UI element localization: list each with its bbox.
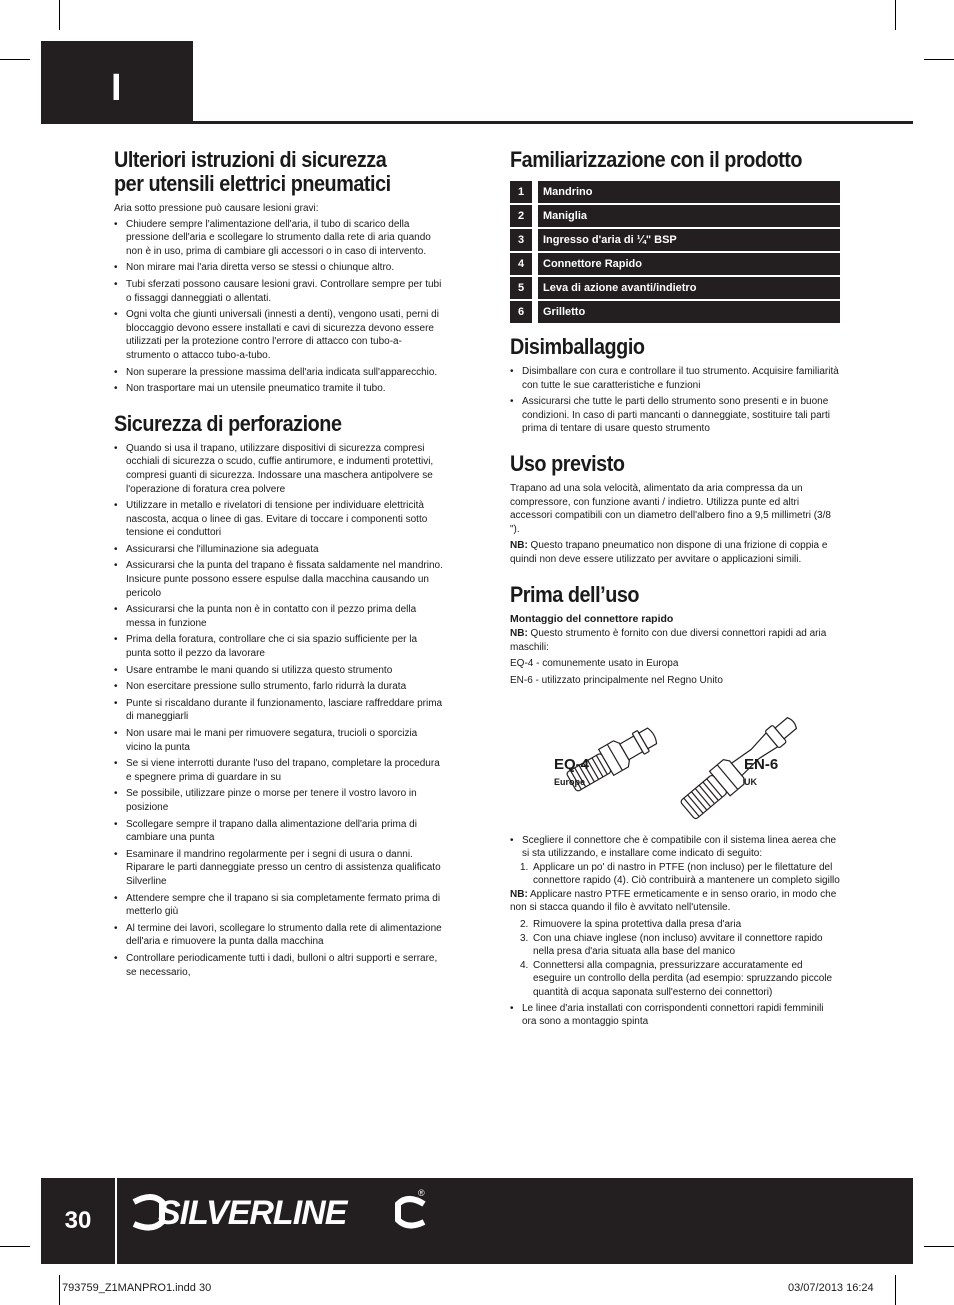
part-number: 1 [510, 181, 532, 203]
list-item [114, 308, 444, 362]
note-text: Applicare nastro PTFE ermeticamente e in senso orario, in modo che non si stacca quando il filo è avvitato nell'utensile. [510, 888, 837, 914]
language-tab-letter: I [111, 67, 122, 109]
install-steps-part1 [510, 861, 840, 888]
connector-install-list [510, 834, 840, 861]
list-item-text: Disimballare con cura e controllare il tuo strumento. Acquisire familiarità con tutte le sue caratteristiche e funzioni [522, 366, 839, 391]
list-item-text: Assicurarsi che l'illuminazione sia adeguata [126, 543, 319, 555]
part-label: Leva di azione avanti/indietro [538, 277, 840, 299]
list-item-text: Chiudere sempre l'alimentazione dell'aria, il tubo di scarico della pressione dell'aria e scollegare lo strumento dalla rete di aria quando non è in uso, prima di cambiare gli accessori o in caso di intervento. [126, 218, 431, 257]
list-item [114, 757, 444, 784]
familiarisation-heading: Familiarizzazione con il prodotto [510, 147, 803, 172]
eq4-label: EQ-4 [554, 755, 590, 773]
part-label: Connettore Rapido [538, 253, 840, 275]
page-number: 30 [64, 1207, 92, 1234]
before-use-heading: Prima dell’uso [510, 581, 640, 607]
list-item-text: Al termine dei lavori, scollegare lo strumento dalla rete di alimentazione dell'aria e rimuovere la punta dalla macchina [126, 922, 442, 948]
list-item-text: Scollegare sempre il trapano dalla alimentazione dell'aria prima di cambiare una punta [126, 818, 417, 844]
list-item [114, 952, 444, 979]
drilling-list [114, 442, 444, 979]
connector-subheading: Montaggio del connettore rapido [510, 612, 674, 625]
intended-use-heading: Uso previsto [510, 450, 625, 476]
part-row [510, 181, 840, 203]
step-number: 1. [520, 861, 529, 873]
safety-heading-line1: Ulteriori istruzioni di sicurezza [114, 147, 387, 172]
part-label: Grilletto [538, 301, 840, 323]
list-item-text: Controllare periodicamente tutti i dadi, bulloni o altri supporti e serrare, se necessario, [126, 952, 438, 978]
list-item-text: Attendere sempre che il trapano si sia completamente fermato prima di metterlo giù [126, 892, 441, 918]
list-item [510, 834, 840, 861]
list-item [114, 261, 444, 275]
list-item [114, 818, 444, 845]
list-item-text: Se si viene interrotti durante l'uso del trapano, completare la procedura e spegnere prima di guardare in su [126, 758, 440, 783]
list-item [114, 559, 444, 600]
list-item [114, 848, 444, 889]
note-label: NB: [510, 888, 528, 900]
list-item-text: Assicurarsi che la punta del trapano è fissata saldamente nel mandrino. Insicure punte possono essere espulse dalla macchina causando un pericolo [126, 560, 443, 599]
connector-figure [510, 704, 840, 834]
note-text: Questo trapano pneumatico non dispone di una frizione di coppia e quindi non deve essere utilizzato per avvitare o applicazioni simili. [510, 540, 828, 565]
step-text: Con una chiave inglese (non incluso) avvitare il connettore rapido nella presa d'aria situata alla base del manico [533, 932, 823, 958]
list-item [510, 1002, 840, 1029]
list-item-text: Non mirare mai l'aria diretta verso se stessi o chiunque altro. [126, 262, 395, 274]
part-number: 3 [510, 229, 532, 251]
step-text: Connettersi alla compagnia, pressurizzare accuratamente ed eseguire un controllo della perdita (ad esempio: spruzzando piccole quantità di acqua saponata sull'esterno dei connettori) [533, 959, 833, 999]
list-item [114, 697, 444, 724]
part-label: Ingresso d'aria di ¼" BSP [538, 229, 840, 251]
en6-connector-drawing [677, 709, 803, 822]
list-item [114, 633, 444, 660]
list-item [114, 499, 444, 540]
push-fit-list [510, 1002, 840, 1029]
list-item-text: Non superare la pressione massima dell'aria indicata sull'apparecchio. [126, 366, 438, 378]
install-steps-part2 [510, 918, 840, 1000]
step-number: 3. [520, 932, 529, 944]
step-text: Applicare un po' di nastro in PTFE (non incluso) per le filettature del connettore rapido (4). Ciò contribuirà a mantenere un completo sigillo [533, 861, 840, 887]
list-item-text: Utilizzare in metallo e rivelatori di tensione per individuare elettricità nascosta, acqua o linee di gas. Evitare di toccare i componenti sotto tensione ei conduttori [126, 500, 428, 539]
list-item-text: Scegliere il connettore che è compatibile con il sistema linea aerea che si sta utilizzando, e installare come indicato di seguito: [522, 834, 837, 860]
unpacking-heading: Disimballaggio [510, 334, 645, 359]
install-step [520, 918, 840, 932]
list-item [114, 603, 444, 630]
language-tab [41, 41, 193, 122]
list-item [114, 727, 444, 754]
list-item-text: Non usare mai le mani per rimuovere segatura, trucioli o sporcizia vicino la punta [126, 728, 418, 753]
drilling-heading: Sicurezza di perforazione [114, 410, 342, 436]
list-item [114, 892, 444, 919]
list-item [114, 382, 444, 396]
list-item-text: Ogni volta che giunti universali (innesti a denti), vengono usati, perni di bloccaggio devono essere installati e cavi di sicurezza devono essere utilizzati per la protezione contro l'errore di attacco con tubo-a-strumento o attacco tubo-a-tubo. [126, 309, 439, 361]
parts-table [510, 181, 840, 323]
part-row [510, 229, 840, 251]
list-item-text: Assicurarsi che la punta non è in contatto con il pezzo prima della messa in funzione [126, 604, 417, 629]
list-item [510, 395, 840, 436]
safety-heading-line2: per utensili elettrici pneumatici [114, 171, 391, 196]
list-item-text: Esaminare il mandrino regolarmente per i segni di usura o danni. Riparare le parti danneggiate presso un centro di assistenza qualificato Silverline [126, 848, 441, 887]
file-info: 793759_Z1MANPRO1.indd 30 [62, 1282, 212, 1294]
intended-use-note [510, 539, 840, 566]
list-item [510, 365, 840, 392]
part-row [510, 205, 840, 227]
list-item-text: Assicurarsi che tutte le parti dello strumento sono presenti e in buone condizioni. In caso di parti mancanti o danneggiate, sostituire tali parti prima di tentare di usare questo strumento [522, 396, 830, 435]
note-label: NB: [510, 628, 528, 640]
en6-description: EN-6 - utilizzato principalmente nel Regno Unito [510, 674, 723, 686]
step-text: Rimuovere la spina protettiva dalla presa d'aria [533, 919, 742, 931]
safety-intro: Aria sotto pressione può causare lesioni gravi: [114, 203, 319, 214]
safety-list [114, 218, 444, 396]
part-label: Mandrino [538, 181, 840, 203]
list-item-text: Prima della foratura, controllare che ci sia spazio sufficiente per la punta sotto il pezzo da lavorare [126, 634, 418, 660]
part-number: 2 [510, 205, 532, 227]
step-number: 4. [520, 959, 529, 971]
en6-label: EN-6 [744, 755, 779, 773]
safety-heading [114, 148, 411, 196]
list-item-text: Quando si usa il trapano, utilizzare dispositivi di sicurezza compresi occhiali di sicurezza o scudo, cuffie antirumore, e indumenti protettivi, compresi guanti di sicurezza. Indossare una maschera antipolvere se l'operazione di foratura crea polvere [126, 442, 434, 495]
list-item-text: Le linee d'aria installati con corrispondenti connettori rapidi femminili ora sono a montaggio spinta [522, 1002, 824, 1028]
part-number: 5 [510, 277, 532, 299]
part-row [510, 253, 840, 275]
list-item [114, 278, 444, 305]
list-item [114, 366, 444, 380]
part-row [510, 277, 840, 299]
list-item-text: Punte si riscaldano durante il funzionamento, lasciare raffreddare prima di maneggiarli [126, 697, 443, 723]
list-item [114, 442, 444, 496]
list-item-text: Non esercitare pressione sullo strumento, farlo ridurrà la durata [126, 681, 407, 693]
list-item-text: Non trasportare mai un utensile pneumatico tramite il tubo. [126, 383, 386, 395]
part-number: 4 [510, 253, 532, 275]
list-item-text: Se possibile, utilizzare pinze o morse per tenere il vostro lavoro in posizione [126, 788, 417, 813]
eq4-region: Europe [554, 776, 586, 787]
intended-use-text: Trapano ad una sola velocità, alimentato da aria compressa da un compressore, con funzione avanti / indietro. Utilizza punte ed altri accessori compatibili con un diametro dell'albero fino a 9,5 millimetri (3/8 "). [510, 482, 831, 535]
left-column [114, 148, 444, 982]
footer-divider [115, 1178, 117, 1264]
list-item [114, 787, 444, 814]
list-item [114, 680, 444, 694]
part-label: Maniglia [538, 205, 840, 227]
en6-region: UK [744, 776, 757, 787]
registered-mark: ® [418, 1188, 425, 1198]
list-item [114, 922, 444, 949]
date-info: 03/07/2013 16:24 [788, 1282, 874, 1294]
list-item [114, 664, 444, 678]
right-column [510, 148, 840, 1032]
install-step [520, 959, 840, 1000]
note-label: NB: [510, 540, 528, 552]
list-item [114, 543, 444, 557]
list-item-text: Tubi sferzati possono causare lesioni gravi. Controllare sempre per tubi o fissaggi danneggiati o allentati. [126, 278, 442, 304]
part-number: 6 [510, 301, 532, 323]
unpacking-list [510, 365, 840, 436]
ptfe-note [510, 888, 840, 915]
header-rule [41, 121, 913, 124]
step-number: 2. [520, 919, 529, 931]
connector-note [510, 627, 840, 654]
install-step [520, 932, 840, 959]
eq4-description: EQ-4 - comunemente usato in Europa [510, 658, 679, 670]
part-row [510, 301, 840, 323]
note-text: Questo strumento è fornito con due diversi connettori rapidi ad aria maschili: [510, 628, 827, 653]
install-step [520, 861, 840, 888]
silverline-logo [132, 1188, 432, 1238]
list-item-text: Usare entrambe le mani quando si utilizza questo strumento [126, 664, 393, 676]
logo-wordmark: SILVERLINE [158, 1194, 347, 1232]
list-item [114, 218, 444, 259]
